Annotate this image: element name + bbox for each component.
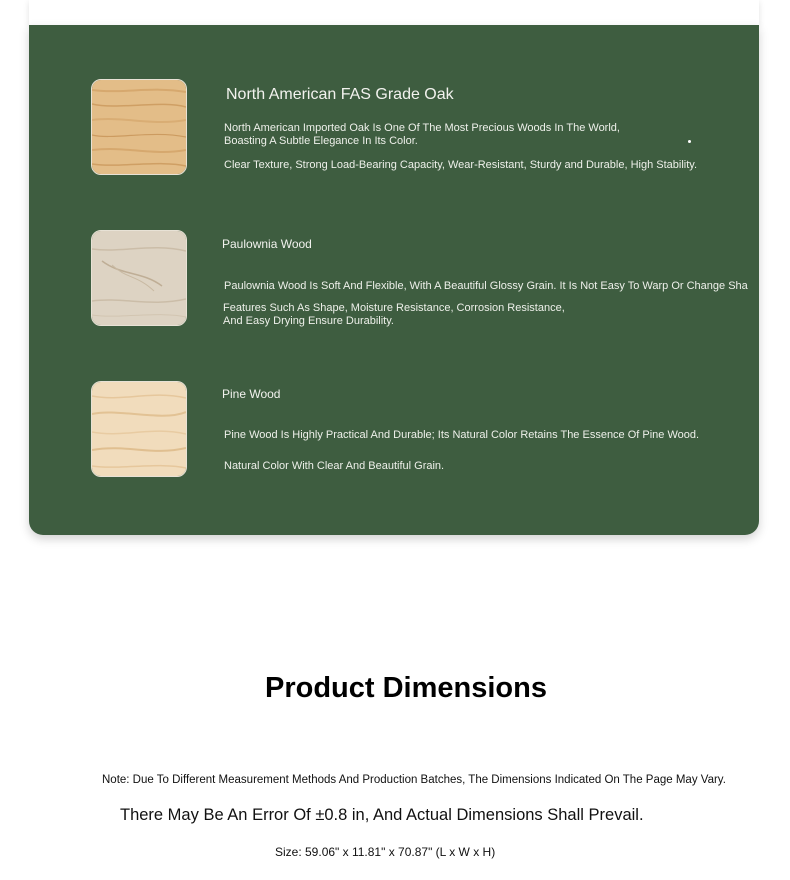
paulownia-description-line-1: Paulownia Wood Is Soft And Flexible, With A Beautiful Glossy Grain. It Is Not Easy To Warp Or Change Sha [224,280,748,292]
pine-title: Pine Wood [222,387,281,401]
oak-description-line-2: Boasting A Subtle Elegance In Its Color. [224,135,418,147]
paulownia-description-line-3: And Easy Drying Ensure Durability. [223,315,394,327]
pine-description-line-2: Natural Color With Clear And Beautiful Grain. [224,460,445,472]
wood-materials-panel [29,25,759,535]
oak-title: North American FAS Grade Oak [226,86,454,103]
paulownia-wood-image [91,230,187,326]
sparkle-dot [688,140,691,143]
pine-wood-image [91,381,187,477]
oak-description-line-1: North American Imported Oak Is One Of The Most Precious Woods In The World, [224,122,620,134]
dimensions-error-note: There May Be An Error Of ±0.8 in, And Actual Dimensions Shall Prevail. [120,806,644,824]
dimensions-note: Note: Due To Different Measurement Methods And Production Batches, The Dimensions Indicated On The Page May Vary. [102,774,726,786]
paulownia-description-line-2: Features Such As Shape, Moisture Resistance, Corrosion Resistance, [223,302,565,314]
oak-wood-image [91,79,187,175]
top-card-edge [29,0,759,25]
product-size-text: Size: 59.06" x 11.81" x 70.87" (L x W x H) [275,845,496,859]
oak-features: Clear Texture, Strong Load-Bearing Capacity, Wear-Resistant, Sturdy and Durable, High Stability. [224,159,698,171]
pine-description-line-1: Pine Wood Is Highly Practical And Durable; Its Natural Color Retains The Essence Of Pine Wood. [224,429,700,441]
product-dimensions-title: Product Dimensions [265,672,547,704]
paulownia-title: Paulownia Wood [222,237,312,251]
